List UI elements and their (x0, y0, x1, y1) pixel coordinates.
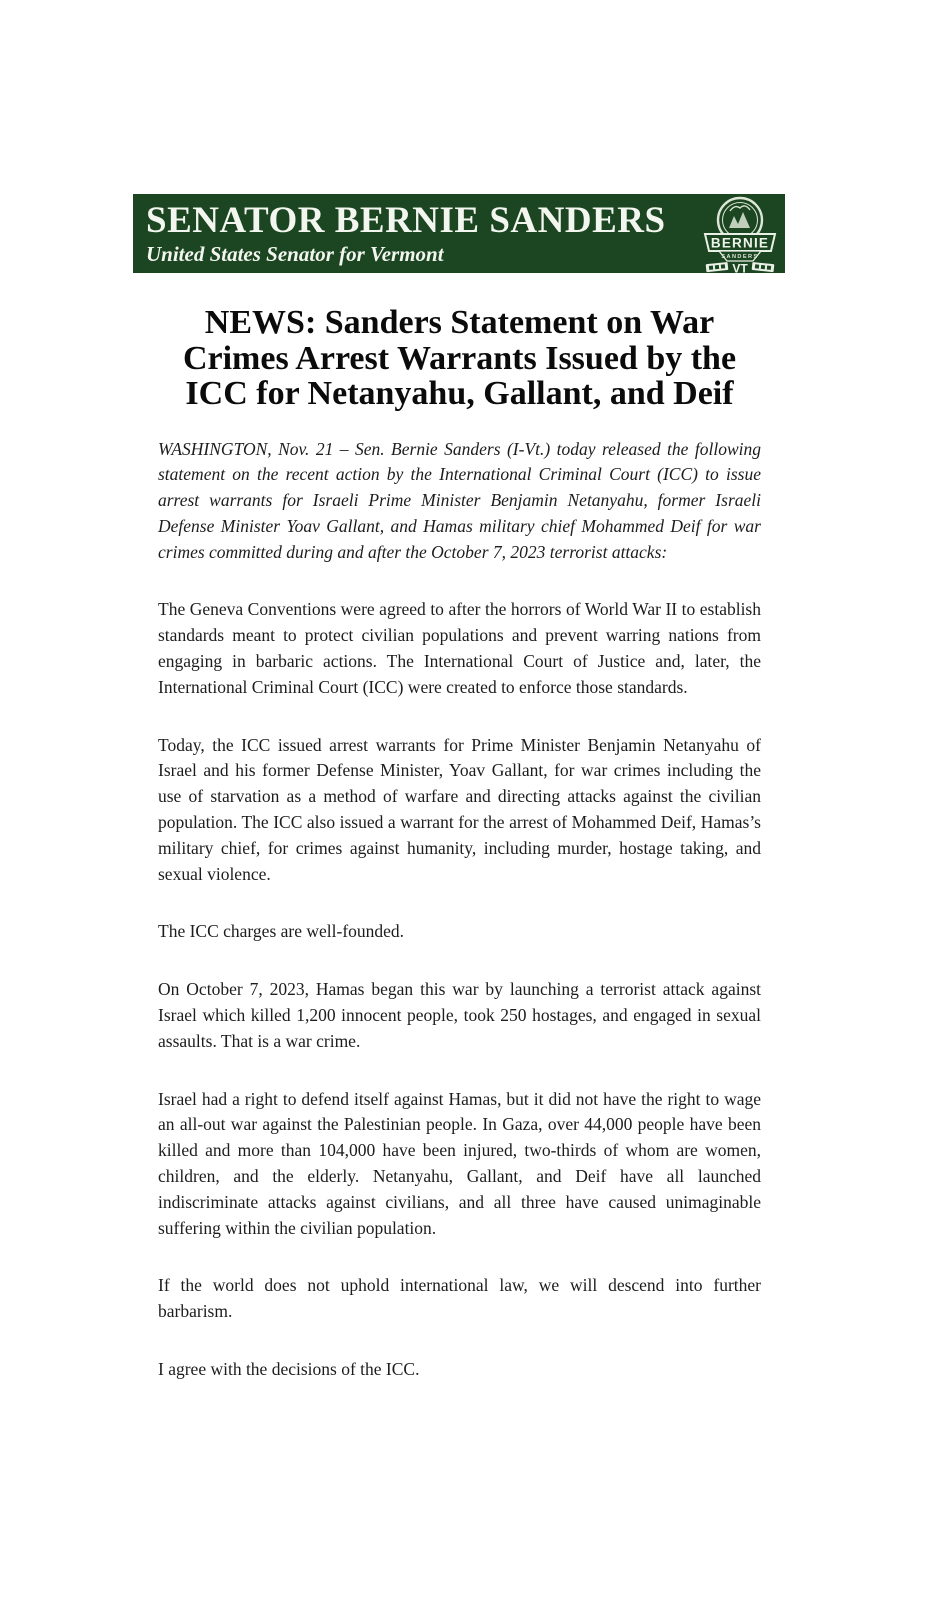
headline-line: NEWS: Sanders Statement on War (204, 304, 715, 341)
article-body (133, 305, 785, 1383)
body-paragraph: I agree with the decisions of the ICC. (158, 1359, 420, 1380)
headline (158, 305, 761, 412)
banner-text-block (146, 199, 666, 266)
headline-line: ICC for Netanyahu, Gallant, and Deif (185, 375, 734, 412)
body-paragraph: On October 7, 2023, Hamas began this war by launching a terrorist attack against Israel which killed 1,200 innocent people, took 250 hostages, and engaged in sexual assaults. That is a war crime. (158, 979, 761, 1051)
banner-title: SENATOR BERNIE SANDERS (146, 199, 666, 241)
body-paragraph: The ICC charges are well-founded. (158, 921, 405, 942)
bernie-seal-logo-icon (701, 195, 779, 273)
body-paragraph: The Geneva Conventions were agreed to after the horrors of World War II to establish standards meant to protect civilian populations and prevent warring nations from engaging in barbaric actions. The International Court of Justice and, later, the International Criminal Court (ICC) were created to enforce those standards. (158, 599, 761, 697)
banner-subtitle: United States Senator for Vermont (146, 241, 444, 266)
logo-secondary-text: SANDERS (721, 253, 759, 260)
body-paragraph: If the world does not uphold international law, we will descend into further barbarism. (158, 1275, 761, 1322)
press-release-page (133, 194, 785, 1383)
body-paragraph: Today, the ICC issued arrest warrants for Prime Minister Benjamin Netanyahu of Israel and his former Defense Minister, Yoav Gallant, for war crimes including the use of starvation as a method of warfare and directing attacks against the civilian population. The ICC also issued a warrant for the arrest of Mohammed Deif, Hamas’s military chief, for crimes against humanity, including murder, hostage taking, and sexual violence. (158, 734, 761, 884)
dateline-paragraph: WASHINGTON, Nov. 21 – Sen. Bernie Sanders (I-Vt.) today released the following statement on the recent action by the International Criminal Court (ICC) to issue arrest warrants for Israeli Prime Minister Benjamin Netanyahu, former Israeli Defense Minister Yoav Gallant, and Hamas military chief Mohammed Deif for war crimes committed during and after the October 7, 2023 terrorist attacks: (158, 438, 761, 562)
headline-line: Crimes Arrest Warrants Issued by the (182, 339, 737, 377)
body-paragraph: Israel had a right to defend itself against Hamas, but it did not have the right to wage an all-out war against the Palestinian people. In Gaza, over 44,000 people have been killed and more than 104,000 have been injured, two-thirds of whom are women, children, and the elderly. Netanyahu, Gallant, and Deif have all launched indiscriminate attacks against civilians, and all three have caused unimaginable suffering within the civilian population. (158, 1088, 761, 1238)
logo-primary-text: BERNIE (710, 235, 770, 250)
header-banner (133, 194, 785, 273)
logo-state-text: VT (732, 261, 748, 273)
